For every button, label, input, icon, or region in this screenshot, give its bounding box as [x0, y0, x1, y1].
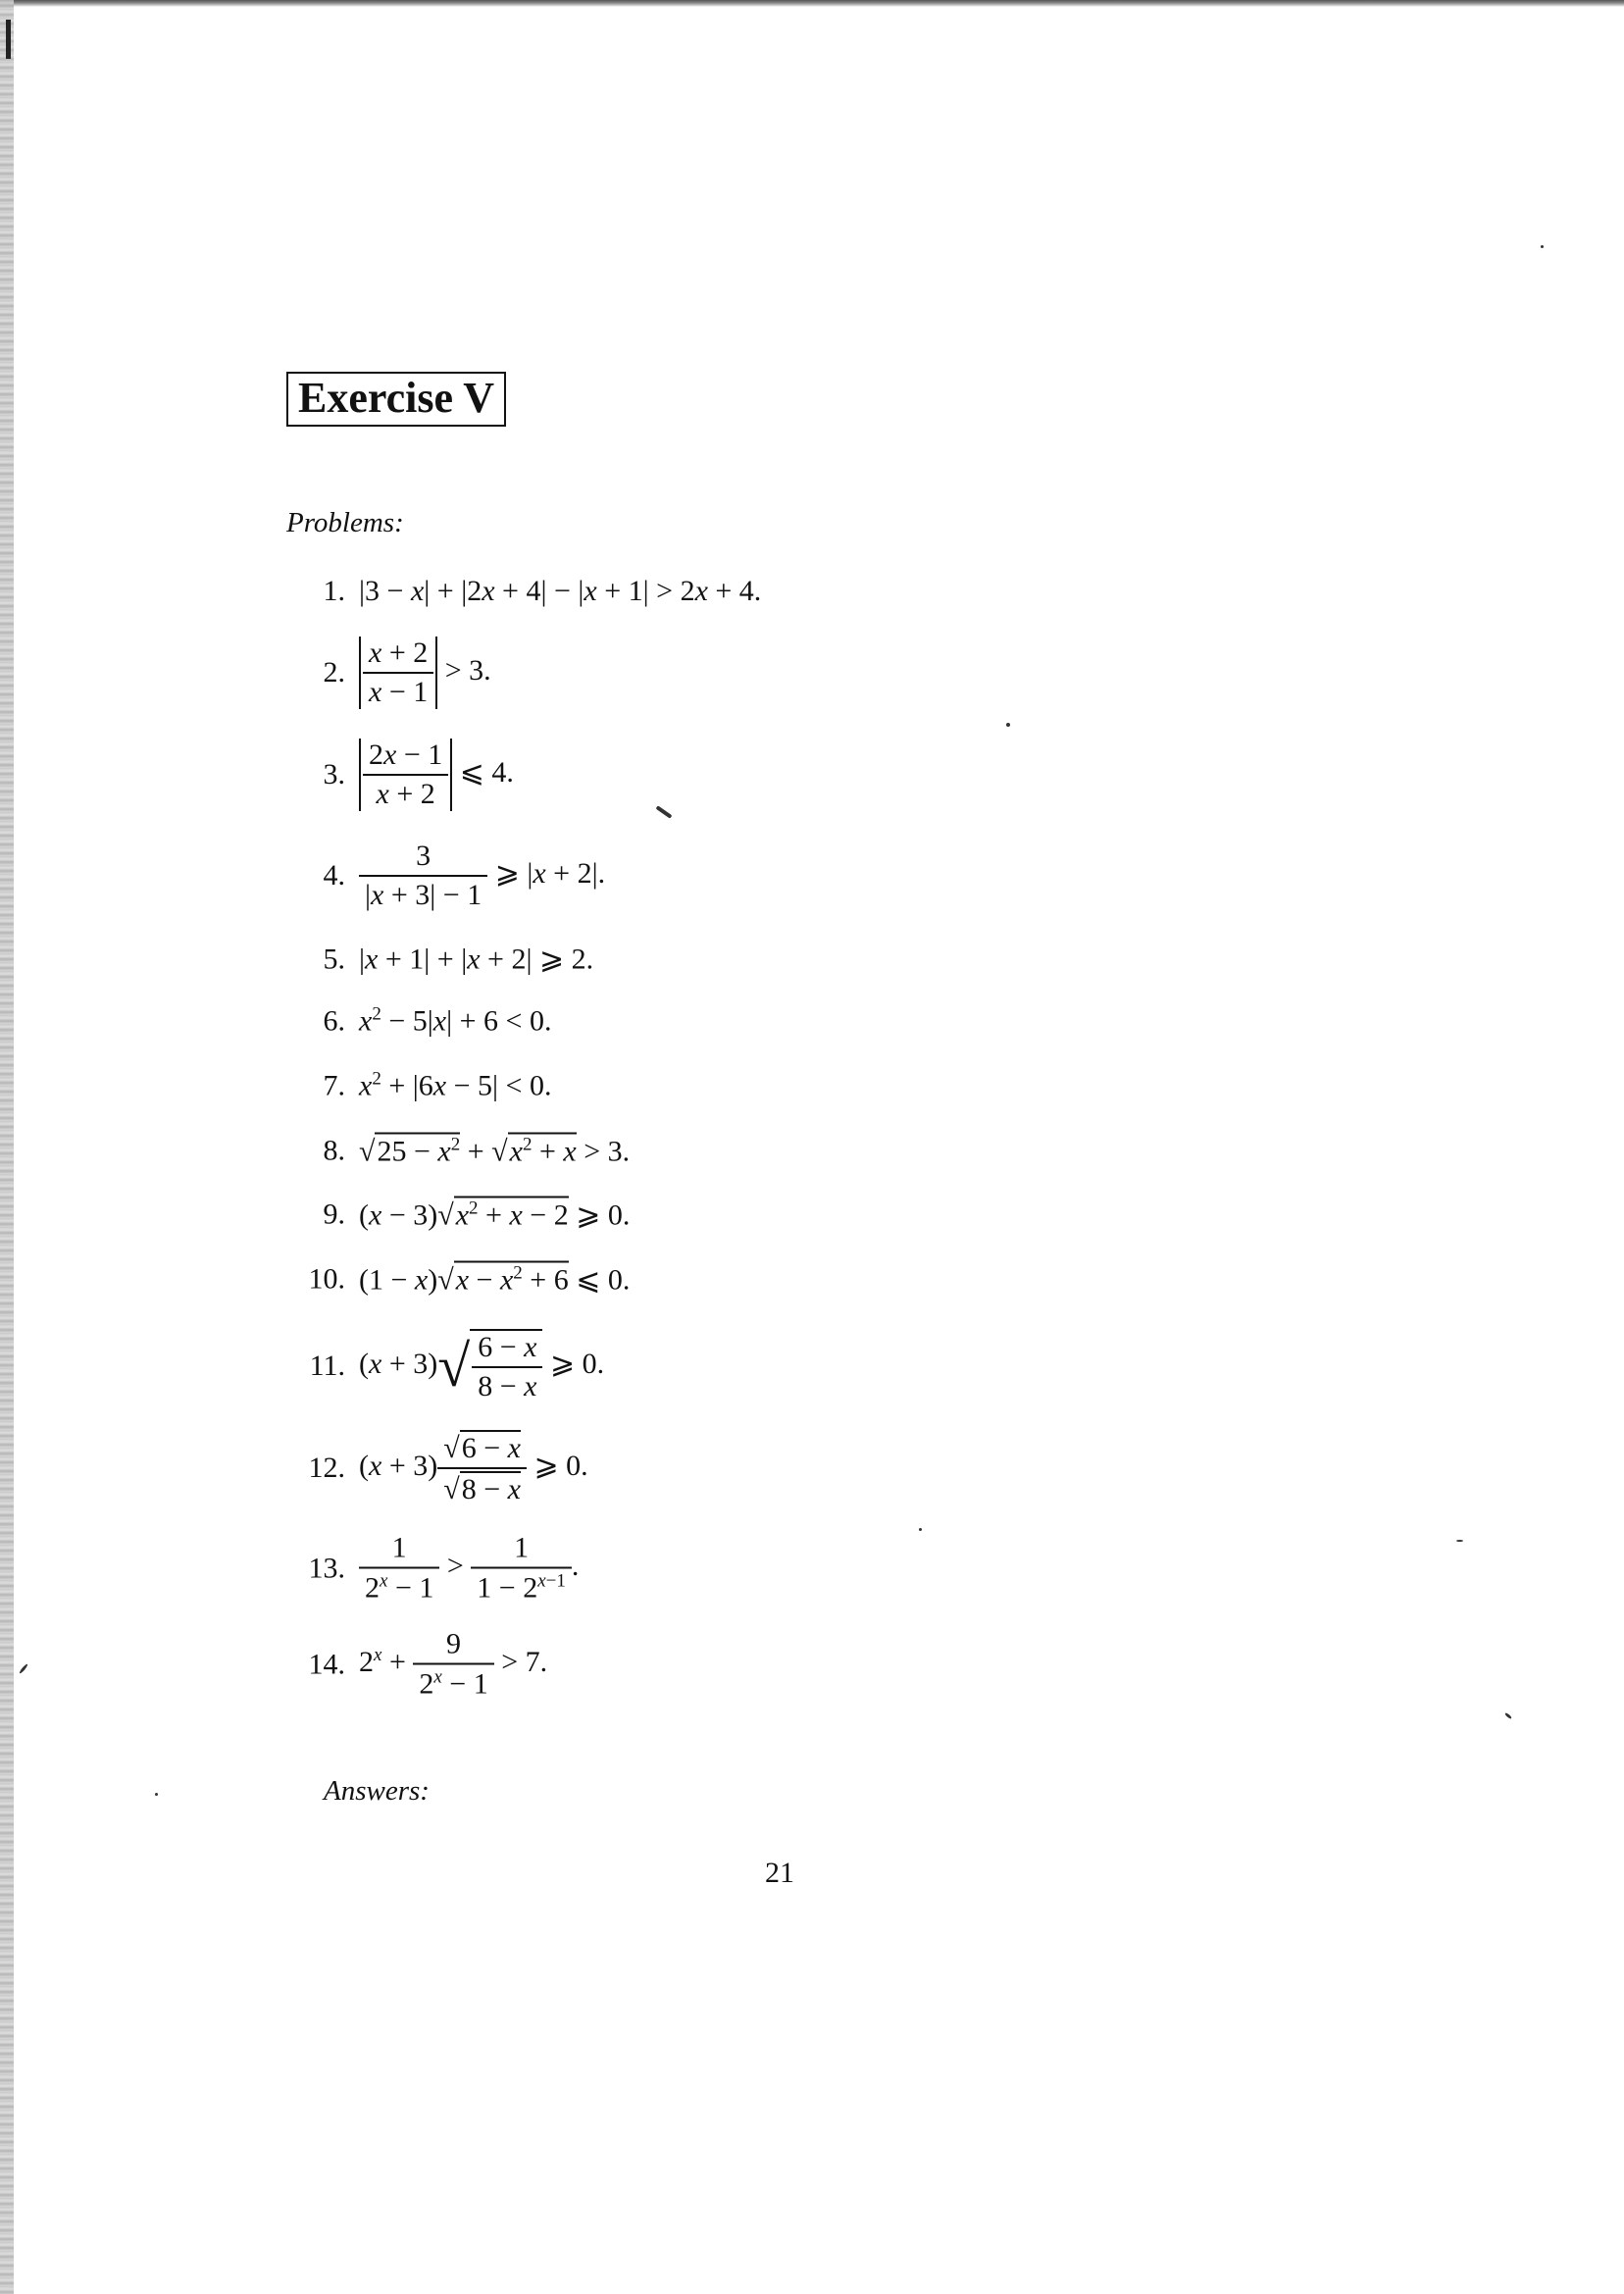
- problem-number: 12.: [308, 1452, 345, 1484]
- problem-expression: $\frac{x + 2}{x - 1}$ > 3.: [359, 637, 491, 709]
- problem-number: 13.: [308, 1552, 345, 1584]
- scan-left-edge-mark: [6, 20, 11, 59]
- problem-expression: $2^x$ + $\frac{9}{2^x - 1}$ > 7.: [359, 1627, 548, 1701]
- page-number: 21: [765, 1857, 794, 1889]
- problem-expression: $\frac{3}{|x + 3| - 1}$ ⩾ |x + 2|.: [359, 840, 605, 912]
- problem-expression: (x + 3) $\frac{√6 - x}{√8 - x}$ ⩾ 0.: [359, 1432, 588, 1505]
- problem-expression: $\frac{1}{2^x - 1}$ > $\frac{1}{1 - 2^{x-1}}$ .: [359, 1532, 579, 1606]
- problem-expression: $\frac{2x - 1}{x + 2}$ ⩽ 4.: [359, 739, 514, 811]
- problem-number: 1.: [323, 575, 345, 607]
- problem-number: 2.: [323, 656, 345, 688]
- problem-2: [294, 637, 491, 709]
- problem-5: [294, 943, 593, 977]
- problem-4: [294, 840, 605, 912]
- problem-number: 4.: [323, 859, 345, 892]
- scan-top-edge: [0, 0, 1624, 7]
- problem-7: [294, 1069, 551, 1103]
- problem-number: 5.: [323, 943, 345, 975]
- problem-11: [294, 1329, 604, 1403]
- problem-expression: $√25 - x^2 + √x^2 + x > 3$.: [359, 1134, 631, 1168]
- problem-expression: $(x - 3)√x^2 + x - 2$ ⩾ 0.: [359, 1198, 631, 1232]
- problem-expression: $(1 - x)√x - x^2 + 6$ ⩽ 0.: [359, 1262, 631, 1297]
- problem-number: 14.: [308, 1648, 345, 1680]
- problem-number: 3.: [323, 758, 345, 790]
- problem-14: [294, 1628, 547, 1702]
- scan-speck: [1006, 723, 1010, 727]
- problem-8: [294, 1133, 630, 1169]
- problem-number: 6.: [323, 1004, 345, 1037]
- scan-speck: [1456, 1540, 1463, 1542]
- problem-6: [294, 1004, 551, 1039]
- scan-speck: [1504, 1712, 1512, 1719]
- scan-speck: [1541, 245, 1544, 248]
- problem-12: [294, 1430, 588, 1506]
- problem-number: 9.: [323, 1198, 345, 1230]
- problem-number: 11.: [309, 1350, 345, 1382]
- problems-label: Problems:: [286, 507, 404, 538]
- problem-expression: $x^2 + |6x - 5| < 0$.: [359, 1068, 552, 1102]
- problem-expression: |x + 1| + |x + 2| ⩾ 2.: [359, 943, 594, 976]
- answers-label: Answers:: [324, 1775, 430, 1807]
- scan-speck: [655, 805, 672, 819]
- problem-expression: (x + 3)√ $\frac{6 - x}{8 - x}$ ⩾ 0.: [359, 1331, 605, 1402]
- problem-13: [294, 1532, 579, 1606]
- exercise-title: Exercise V: [286, 372, 506, 427]
- problem-3: [294, 739, 514, 811]
- problem-9: [294, 1197, 630, 1233]
- problem-number: 8.: [323, 1134, 345, 1166]
- scan-speck: [155, 1793, 158, 1796]
- scan-speck: [19, 1663, 28, 1674]
- problem-10: [294, 1261, 630, 1298]
- problem-number: 7.: [323, 1069, 345, 1101]
- problem-expression: $x^2 - 5|x| + 6 < 0$.: [359, 1003, 552, 1038]
- problem-expression: |3 − x| + |2x + 4| − |x + 1| > 2x + 4.: [359, 575, 762, 607]
- scan-left-edge: [0, 0, 14, 2294]
- scan-speck: [919, 1528, 922, 1531]
- problem-1: [294, 575, 761, 608]
- problem-number: 10.: [308, 1262, 345, 1295]
